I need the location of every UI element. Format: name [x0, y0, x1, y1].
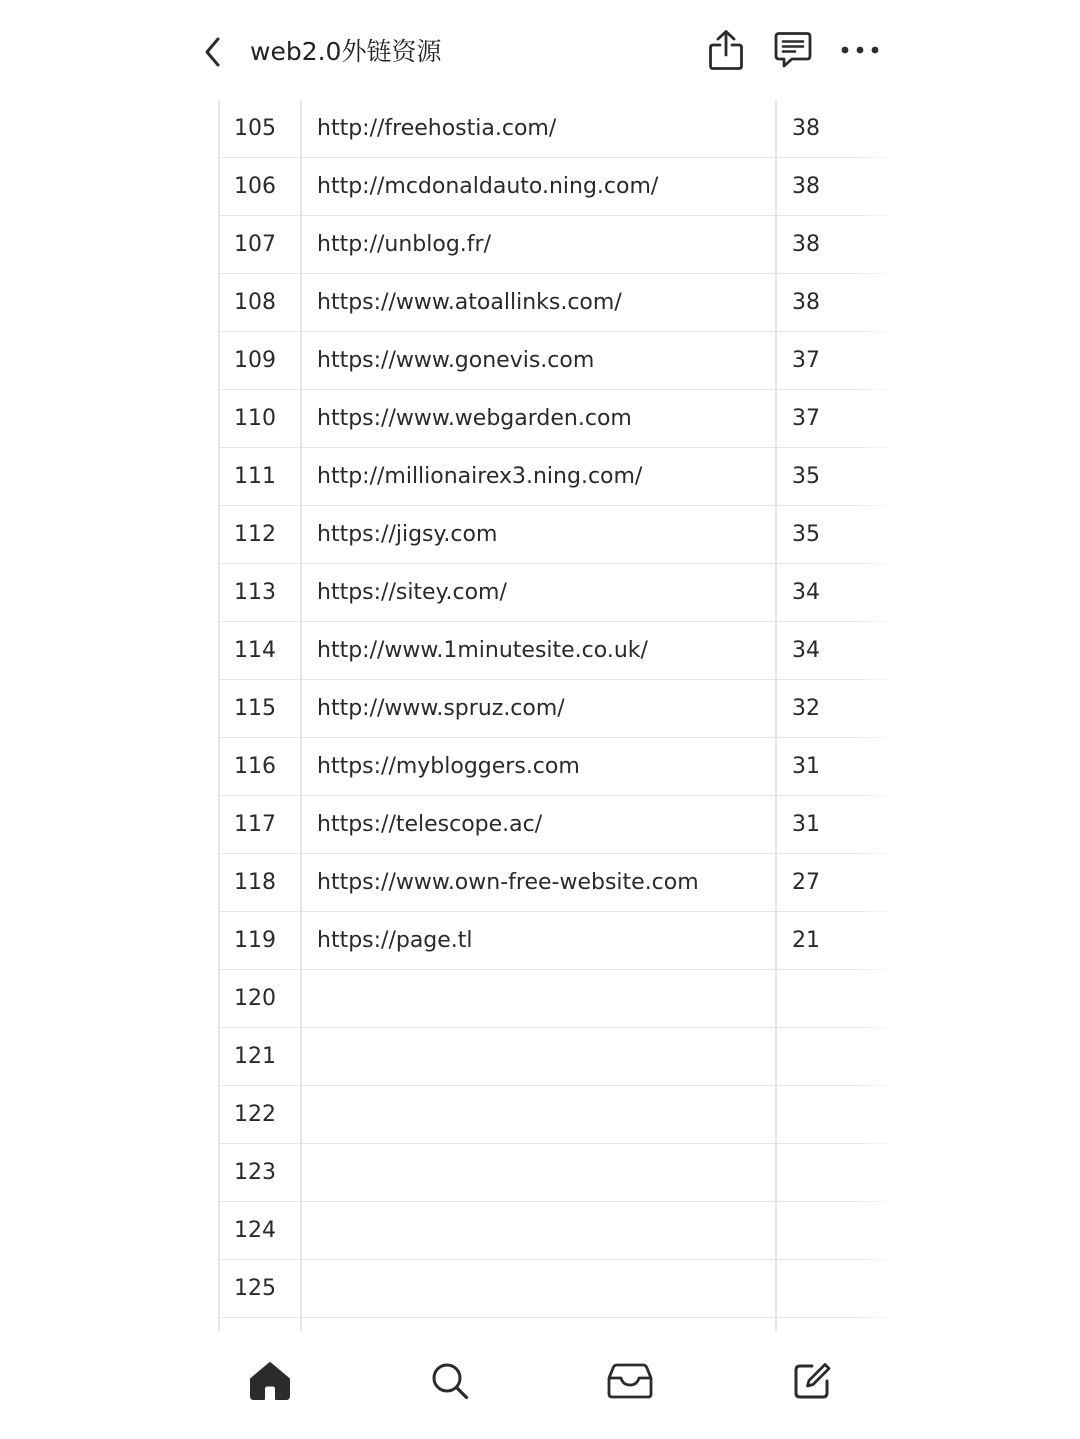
data-table [218, 98, 892, 1331]
value-cell[interactable]: 31 [776, 796, 892, 854]
row-number-cell[interactable]: 110 [219, 390, 301, 448]
table-row [219, 796, 892, 854]
url-cell[interactable]: https://jigsy.com [301, 506, 776, 564]
table-row [219, 680, 892, 738]
row-number-cell[interactable]: 123 [219, 1144, 301, 1202]
url-cell[interactable] [301, 970, 776, 1028]
url-cell[interactable]: https://www.webgarden.com [301, 390, 776, 448]
table-row [219, 506, 892, 564]
row-number-cell[interactable]: 111 [219, 448, 301, 506]
table-row [219, 1028, 892, 1086]
table-row [219, 912, 892, 970]
row-number-cell[interactable]: 114 [219, 622, 301, 680]
search-icon [430, 1361, 470, 1401]
url-cell[interactable]: http://mcdonaldauto.ning.com/ [301, 158, 776, 216]
url-cell[interactable]: http://www.1minutesite.co.uk/ [301, 622, 776, 680]
value-cell[interactable]: 38 [776, 216, 892, 274]
bottom-tab-bar [180, 1331, 892, 1439]
url-cell[interactable]: http://www.spruz.com/ [301, 680, 776, 738]
table-row [219, 216, 892, 274]
value-cell[interactable]: 37 [776, 390, 892, 448]
more-icon [840, 45, 880, 55]
value-cell[interactable] [776, 1144, 892, 1202]
value-cell[interactable] [776, 1260, 892, 1318]
table-row [219, 1260, 892, 1318]
row-number-cell[interactable]: 107 [219, 216, 301, 274]
row-number-cell[interactable]: 122 [219, 1086, 301, 1144]
value-cell[interactable]: 34 [776, 564, 892, 622]
url-cell[interactable] [301, 1086, 776, 1144]
top-nav-bar [180, 0, 892, 100]
url-cell[interactable]: http://freehostia.com/ [301, 100, 776, 158]
value-cell[interactable]: 37 [776, 332, 892, 390]
value-cell[interactable]: 38 [776, 274, 892, 332]
url-cell[interactable]: https://page.tl [301, 912, 776, 970]
inbox-icon [607, 1362, 653, 1400]
value-cell[interactable] [776, 1318, 892, 1332]
row-number-cell[interactable]: 109 [219, 332, 301, 390]
row-number-cell[interactable]: 121 [219, 1028, 301, 1086]
value-cell[interactable]: 34 [776, 622, 892, 680]
url-cell[interactable]: https://www.own-free-website.com [301, 854, 776, 912]
table-row [219, 1318, 892, 1332]
table-row [219, 332, 892, 390]
row-number-cell[interactable]: 124 [219, 1202, 301, 1260]
value-cell[interactable]: 38 [776, 100, 892, 158]
value-cell[interactable] [776, 970, 892, 1028]
tab-compose[interactable] [784, 1353, 840, 1409]
sheet-viewport[interactable] [180, 88, 892, 1331]
share-button[interactable] [704, 28, 748, 72]
url-cell[interactable] [301, 1260, 776, 1318]
share-icon [707, 29, 745, 71]
table-row [219, 390, 892, 448]
value-cell[interactable]: 27 [776, 854, 892, 912]
url-cell[interactable]: https://sitey.com/ [301, 564, 776, 622]
comment-icon [773, 30, 813, 70]
row-number-cell[interactable]: 116 [219, 738, 301, 796]
row-number-cell[interactable]: 115 [219, 680, 301, 738]
row-number-cell[interactable]: 105 [219, 100, 301, 158]
table-row [219, 854, 892, 912]
value-cell[interactable] [776, 1028, 892, 1086]
table-row [219, 1086, 892, 1144]
comment-button[interactable] [771, 28, 815, 72]
table-row [219, 970, 892, 1028]
url-cell[interactable]: https://www.gonevis.com [301, 332, 776, 390]
row-number-cell[interactable]: 108 [219, 274, 301, 332]
table-body [219, 99, 892, 1332]
row-number-cell[interactable]: 119 [219, 912, 301, 970]
value-cell[interactable]: 32 [776, 680, 892, 738]
row-number-cell[interactable]: 112 [219, 506, 301, 564]
url-cell[interactable]: https://telescope.ac/ [301, 796, 776, 854]
row-number-cell[interactable]: 106 [219, 158, 301, 216]
value-cell[interactable]: 38 [776, 158, 892, 216]
url-cell[interactable]: https://mybloggers.com [301, 738, 776, 796]
url-cell[interactable] [301, 1144, 776, 1202]
table-row [219, 448, 892, 506]
row-number-cell[interactable]: 125 [219, 1260, 301, 1318]
back-button[interactable] [198, 34, 228, 70]
page-title: web2.0外链资源 [250, 37, 442, 66]
url-cell[interactable]: https://www.atoallinks.com/ [301, 274, 776, 332]
row-number-cell[interactable]: 120 [219, 970, 301, 1028]
value-cell[interactable]: 35 [776, 506, 892, 564]
table-row [219, 738, 892, 796]
url-cell[interactable] [301, 1318, 776, 1332]
table-row [219, 564, 892, 622]
row-number-cell[interactable]: 117 [219, 796, 301, 854]
table-row [219, 158, 892, 216]
value-cell[interactable]: 21 [776, 912, 892, 970]
value-cell[interactable]: 31 [776, 738, 892, 796]
url-cell[interactable] [301, 1202, 776, 1260]
table-row [219, 274, 892, 332]
tab-home[interactable] [242, 1353, 298, 1409]
more-options-button[interactable] [838, 28, 882, 72]
row-number-cell[interactable]: 113 [219, 564, 301, 622]
chevron-left-icon [203, 36, 223, 68]
row-number-cell[interactable]: 118 [219, 854, 301, 912]
edit-icon [792, 1361, 832, 1401]
value-cell[interactable]: 35 [776, 448, 892, 506]
tab-search[interactable] [422, 1353, 478, 1409]
table-row [219, 1144, 892, 1202]
url-cell[interactable]: http://millionairex3.ning.com/ [301, 448, 776, 506]
url-cell[interactable] [301, 1028, 776, 1086]
table-row [219, 1202, 892, 1260]
table-row [219, 100, 892, 158]
home-icon [249, 1361, 291, 1401]
value-cell[interactable] [776, 1086, 892, 1144]
row-number-cell[interactable] [219, 1318, 301, 1332]
tab-inbox[interactable] [602, 1353, 658, 1409]
value-cell[interactable] [776, 1202, 892, 1260]
table-row [219, 622, 892, 680]
url-cell[interactable]: http://unblog.fr/ [301, 216, 776, 274]
